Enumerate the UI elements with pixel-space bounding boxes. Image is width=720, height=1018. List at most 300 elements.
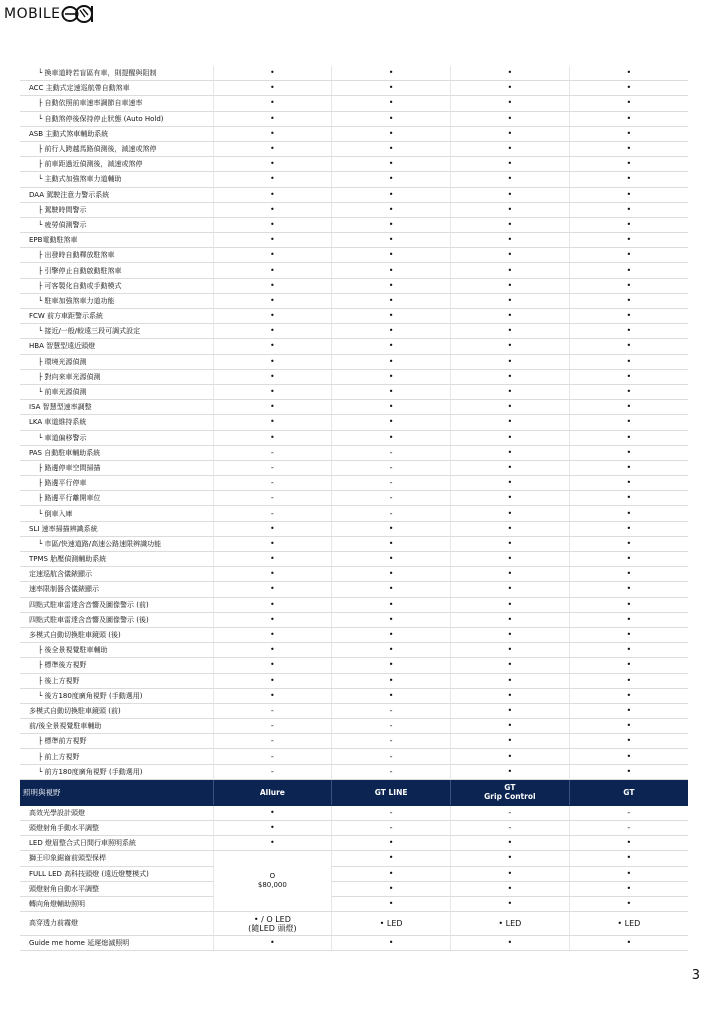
row-value: • (569, 851, 688, 866)
row-value: • (213, 582, 332, 597)
row-value: • (332, 866, 451, 881)
table-row (20, 460, 688, 475)
row-value: • (451, 673, 570, 688)
row-label: SLI 速率掃描辨識系統 (20, 521, 213, 536)
row-value: - (332, 821, 451, 836)
col-header-allure: Allure (213, 779, 332, 805)
row-value: • (569, 217, 688, 232)
row-value: • (451, 896, 570, 911)
row-value: - (569, 805, 688, 820)
col-header-gt: GT (569, 779, 688, 805)
table-row (20, 673, 688, 688)
row-label: HBA 智慧型遠近頭燈 (20, 339, 213, 354)
row-label: ├ 標準前方視野 (20, 734, 213, 749)
row-value: • (332, 369, 451, 384)
row-value: • (213, 111, 332, 126)
row-value: • (451, 263, 570, 278)
row-label: ACC 主動式定速巡航帶自動煞車 (20, 81, 213, 96)
row-value: • (332, 673, 451, 688)
row-value: • (569, 627, 688, 642)
row-label: ├ 駕駛時間警示 (20, 202, 213, 217)
row-value: • (213, 339, 332, 354)
row-value: • (213, 126, 332, 141)
row-label: ├ 前行人跨越馬路偵測後，減速或煞停 (20, 141, 213, 156)
row-value: • (569, 293, 688, 308)
table-row (20, 851, 688, 866)
row-value: • (332, 851, 451, 866)
row-label: └ 市區/快速道路/高速公路速限辨識功能 (20, 536, 213, 551)
row-value: • (213, 369, 332, 384)
row-value: • (451, 111, 570, 126)
row-label: DAA 駕駛注意力警示系統 (20, 187, 213, 202)
table-row (20, 400, 688, 415)
table-row (20, 141, 688, 156)
row-value: • (332, 612, 451, 627)
row-value: • (451, 536, 570, 551)
row-value: • (332, 627, 451, 642)
row-value: - (213, 764, 332, 779)
table-row (20, 187, 688, 202)
table-row (20, 866, 688, 881)
row-value: • (213, 821, 332, 836)
row-label: 多模式自動切換駐車鏡頭 (前) (20, 703, 213, 718)
table-row (20, 248, 688, 263)
row-value: • (332, 881, 451, 896)
row-value: • (451, 851, 570, 866)
row-value: • (213, 187, 332, 202)
row-value: • (451, 567, 570, 582)
row-value: • (569, 719, 688, 734)
row-value: • (569, 309, 688, 324)
row-value: • (451, 309, 570, 324)
spec-table (20, 66, 688, 951)
option-mark: O (269, 872, 276, 881)
row-label: └ 駐車加強煞車力道功能 (20, 293, 213, 308)
row-value: • (213, 248, 332, 263)
row-value: • (451, 836, 570, 851)
row-value: • (569, 415, 688, 430)
row-value: • (332, 187, 451, 202)
row-value: • (569, 764, 688, 779)
row-label: EPB電動駐煞車 (20, 233, 213, 248)
row-value: • (451, 612, 570, 627)
row-value: • (213, 688, 332, 703)
row-value: • (332, 536, 451, 551)
fog-allure-line2: (隨LED 頭燈) (248, 923, 297, 933)
page-number: 3 (691, 968, 700, 983)
merged-rows (20, 851, 688, 951)
row-value: • (332, 66, 451, 81)
row-label: └ 自動煞停後保持停止狀態 (Auto Hold) (20, 111, 213, 126)
row-value: • (451, 157, 570, 172)
row-value: • (332, 157, 451, 172)
row-value: • (451, 217, 570, 232)
row-value: • (213, 673, 332, 688)
table-row (20, 233, 688, 248)
table-row (20, 703, 688, 718)
row-value: - (332, 491, 451, 506)
row-value: - (213, 445, 332, 460)
table-row (20, 81, 688, 96)
row-value: • LED (569, 912, 688, 936)
row-value: • (569, 384, 688, 399)
row-value: • (213, 157, 332, 172)
row-label: ASB 主動式煞車輔助系統 (20, 126, 213, 141)
table-row (20, 536, 688, 551)
row-value: • (213, 96, 332, 111)
row-value: • (451, 233, 570, 248)
row-value: • (213, 324, 332, 339)
row-label: 四點式駐車雷達含音響及圖像警示 (前) (20, 597, 213, 612)
table-row (20, 719, 688, 734)
row-value: • (451, 430, 570, 445)
safety-rows (20, 66, 688, 779)
table-row (20, 658, 688, 673)
row-value: • (569, 491, 688, 506)
row-label: ├ 前車距過近偵測後，減速或煞停 (20, 157, 213, 172)
fog-allure-cell (213, 912, 332, 936)
row-value: • (569, 836, 688, 851)
row-label: 四點式駐車雷達含音響及圖像警示 (後) (20, 612, 213, 627)
row-value: • (213, 936, 332, 951)
mobile01-logo-icon (61, 3, 95, 25)
row-label: ├ 路邊平行停車 (20, 476, 213, 491)
row-label: ├ 前上方視野 (20, 749, 213, 764)
row-value: • (569, 597, 688, 612)
row-value: • (213, 597, 332, 612)
row-value: • (451, 248, 570, 263)
row-value: • (451, 658, 570, 673)
row-value: • (451, 460, 570, 475)
row-value: • (451, 476, 570, 491)
row-value: • (332, 126, 451, 141)
row-label: ├ 後全景視覺駐車輔助 (20, 643, 213, 658)
row-value: • (332, 202, 451, 217)
row-label: 頭燈射角手動水平調整 (20, 821, 213, 836)
row-value: - (332, 719, 451, 734)
row-value: • (569, 460, 688, 475)
row-value: • (569, 521, 688, 536)
row-value: • (569, 369, 688, 384)
row-value: • (213, 202, 332, 217)
table-row (20, 384, 688, 399)
row-value: • (569, 703, 688, 718)
row-value: • (569, 536, 688, 551)
row-label: ISA 智慧型速率調整 (20, 400, 213, 415)
row-label: FULL LED 高科技頭燈 (遠近燈雙模式) (20, 866, 213, 881)
row-value: • (569, 126, 688, 141)
section-title: 照明與視野 (20, 779, 213, 805)
row-value: - (332, 703, 451, 718)
row-value: • (451, 278, 570, 293)
row-value: - (332, 734, 451, 749)
row-value: - (213, 703, 332, 718)
row-value: • (332, 81, 451, 96)
table-row (20, 202, 688, 217)
row-value: • (569, 936, 688, 951)
row-value: • (332, 172, 451, 187)
row-value: • (213, 309, 332, 324)
row-value: • (451, 400, 570, 415)
table-row (20, 627, 688, 642)
row-value: • (451, 936, 570, 951)
row-value: • (451, 521, 570, 536)
row-value: • (213, 263, 332, 278)
table-row (20, 805, 688, 820)
row-value: • (569, 172, 688, 187)
row-value: • (332, 384, 451, 399)
row-value: • (332, 309, 451, 324)
row-value: • (213, 658, 332, 673)
option-price: $80,000 (257, 881, 287, 890)
row-value: - (332, 445, 451, 460)
row-value: • (451, 141, 570, 156)
row-value: • (332, 567, 451, 582)
row-value: • (213, 141, 332, 156)
row-value: • (451, 369, 570, 384)
row-value: • (213, 233, 332, 248)
table-row (20, 476, 688, 491)
row-value: • (332, 688, 451, 703)
table-row (20, 821, 688, 836)
row-value: - (332, 764, 451, 779)
row-label: ├ 標準後方視野 (20, 658, 213, 673)
col-header-gt-grip-line1: GT (504, 783, 516, 793)
row-label: 多模式自動切換駐車鏡頭 (後) (20, 627, 213, 642)
row-label: ├ 對向來車光源偵測 (20, 369, 213, 384)
row-label: ├ 引擎停止自動啟動駐煞車 (20, 263, 213, 278)
row-value: • (451, 445, 570, 460)
row-label: LKA 車道維持系統 (20, 415, 213, 430)
row-label: ├ 自動依照前車速率調節自車速率 (20, 96, 213, 111)
table-row (20, 567, 688, 582)
row-label: 頭燈射角自動水平調整 (20, 881, 213, 896)
row-value: • (451, 172, 570, 187)
row-label: └ 前方180度廣角視野 (手動選用) (20, 764, 213, 779)
row-value: - (213, 476, 332, 491)
row-value: • (451, 384, 570, 399)
row-label: ├ 路邊平行離開車位 (20, 491, 213, 506)
row-label: PAS 自動駐車輔助系統 (20, 445, 213, 460)
row-value: - (569, 821, 688, 836)
row-value: • (213, 354, 332, 369)
table-row (20, 734, 688, 749)
row-value: • (451, 881, 570, 896)
row-value: • (332, 597, 451, 612)
row-value: • (569, 81, 688, 96)
row-value: • (451, 491, 570, 506)
row-label: LED 燈眉整合式日間行車照明系統 (20, 836, 213, 851)
row-label: FCW 前方車距警示系統 (20, 309, 213, 324)
row-value: • (332, 643, 451, 658)
row-value: • (569, 430, 688, 445)
row-label: 前/後全景視覺駐車輔助 (20, 719, 213, 734)
row-value: • (451, 749, 570, 764)
row-value: • (332, 263, 451, 278)
row-value: • (569, 233, 688, 248)
row-value: • (451, 627, 570, 642)
row-value: • (569, 66, 688, 81)
table-row (20, 369, 688, 384)
row-value: • (332, 415, 451, 430)
section-header-row (20, 779, 688, 805)
table-row (20, 96, 688, 111)
row-value: • (569, 866, 688, 881)
row-label: └ 主動式加強煞車力道輔助 (20, 172, 213, 187)
row-label: └ 後方180度廣角視野 (手動選用) (20, 688, 213, 703)
row-value: - (332, 805, 451, 820)
lighting-section (20, 779, 688, 805)
row-value: • (569, 339, 688, 354)
row-value: • (332, 233, 451, 248)
row-value: • (569, 643, 688, 658)
row-value: • (569, 552, 688, 567)
row-value: • (332, 836, 451, 851)
table-row (20, 688, 688, 703)
row-label: 定速巡航含儀錶顯示 (20, 567, 213, 582)
row-label: ├ 出發時自動釋放駐煞車 (20, 248, 213, 263)
row-value: • (569, 881, 688, 896)
row-value: - (213, 719, 332, 734)
row-label: └ 疲勞偵測警示 (20, 217, 213, 232)
row-value: • (332, 430, 451, 445)
row-value: • (569, 612, 688, 627)
row-value: - (332, 460, 451, 475)
row-value: • (569, 141, 688, 156)
row-value: • (451, 187, 570, 202)
table-row (20, 521, 688, 536)
row-value: - (213, 734, 332, 749)
row-value: • (332, 936, 451, 951)
row-value: • (332, 293, 451, 308)
row-value: • (213, 278, 332, 293)
row-value: • (569, 896, 688, 911)
row-value: • (569, 157, 688, 172)
table-row (20, 415, 688, 430)
row-value: • (569, 354, 688, 369)
fog-allure-line1: • / O LED (253, 914, 291, 924)
row-value: • (213, 66, 332, 81)
row-label: ├ 後上方視野 (20, 673, 213, 688)
row-value: • (569, 688, 688, 703)
row-value: • (451, 324, 570, 339)
row-label: 高穿透力前霧燈 (20, 912, 213, 936)
table-row (20, 126, 688, 141)
table-row (20, 157, 688, 172)
table-row (20, 430, 688, 445)
table-row (20, 172, 688, 187)
row-value: - (213, 749, 332, 764)
row-value: • (569, 582, 688, 597)
row-value: • (569, 96, 688, 111)
row-value: • (332, 354, 451, 369)
row-value: - (332, 506, 451, 521)
row-value: • (569, 400, 688, 415)
row-value: • (213, 836, 332, 851)
table-row (20, 445, 688, 460)
row-value: • (332, 896, 451, 911)
row-value: • (332, 552, 451, 567)
table-row (20, 582, 688, 597)
row-value: • (451, 582, 570, 597)
row-value: • (451, 126, 570, 141)
row-value: • (213, 400, 332, 415)
table-row (20, 552, 688, 567)
row-value: • (332, 521, 451, 536)
row-value: • (213, 536, 332, 551)
row-value: • (451, 643, 570, 658)
table-row (20, 309, 688, 324)
row-label: └ 前車光源偵測 (20, 384, 213, 399)
row-value: • (451, 66, 570, 81)
table-row (20, 354, 688, 369)
table-row (20, 263, 688, 278)
row-value: • (569, 658, 688, 673)
row-value: • (213, 643, 332, 658)
row-value: • (213, 627, 332, 642)
table-row (20, 749, 688, 764)
row-value: • (332, 324, 451, 339)
row-label: TPMS 胎壓偵測輔助系統 (20, 552, 213, 567)
row-value: • (213, 567, 332, 582)
row-label: └ 倒車入庫 (20, 506, 213, 521)
row-value: • (213, 805, 332, 820)
row-value: • (213, 430, 332, 445)
row-value: • (569, 567, 688, 582)
row-value: • (451, 354, 570, 369)
row-value: - (213, 460, 332, 475)
row-label: ├ 環境光源偵測 (20, 354, 213, 369)
site-logo[interactable] (4, 3, 95, 25)
row-value: • (569, 324, 688, 339)
row-label: Guide me home 延遲熄滅照明 (20, 936, 213, 951)
row-label: 速率限制器含儀錶顯示 (20, 582, 213, 597)
row-value: - (332, 476, 451, 491)
allure-merged-option-cell (213, 851, 332, 912)
row-value: • (451, 552, 570, 567)
row-value: • (451, 597, 570, 612)
row-value: • (213, 552, 332, 567)
row-value: • (213, 521, 332, 536)
table-row (20, 293, 688, 308)
table-row (20, 278, 688, 293)
table-row (20, 339, 688, 354)
col-header-gt-grip-line2: Grip Control (484, 792, 536, 802)
row-value: • (569, 673, 688, 688)
row-value: • (451, 703, 570, 718)
table-row (20, 111, 688, 126)
row-value: • (213, 415, 332, 430)
table-row-fog-lights (20, 912, 688, 936)
row-value: • (332, 141, 451, 156)
row-value: • (451, 415, 570, 430)
row-label: 高效光學設計頭燈 (20, 805, 213, 820)
table-row (20, 612, 688, 627)
row-value: • (569, 263, 688, 278)
table-row (20, 491, 688, 506)
row-value: • (451, 764, 570, 779)
row-value: • (332, 217, 451, 232)
row-value: • (451, 293, 570, 308)
row-value: • (451, 506, 570, 521)
row-value: • (569, 202, 688, 217)
row-value: • (332, 278, 451, 293)
row-value: • (451, 202, 570, 217)
row-value: • (569, 187, 688, 202)
row-value: • (569, 506, 688, 521)
table-row (20, 643, 688, 658)
col-header-gt-line: GT LINE (332, 779, 451, 805)
